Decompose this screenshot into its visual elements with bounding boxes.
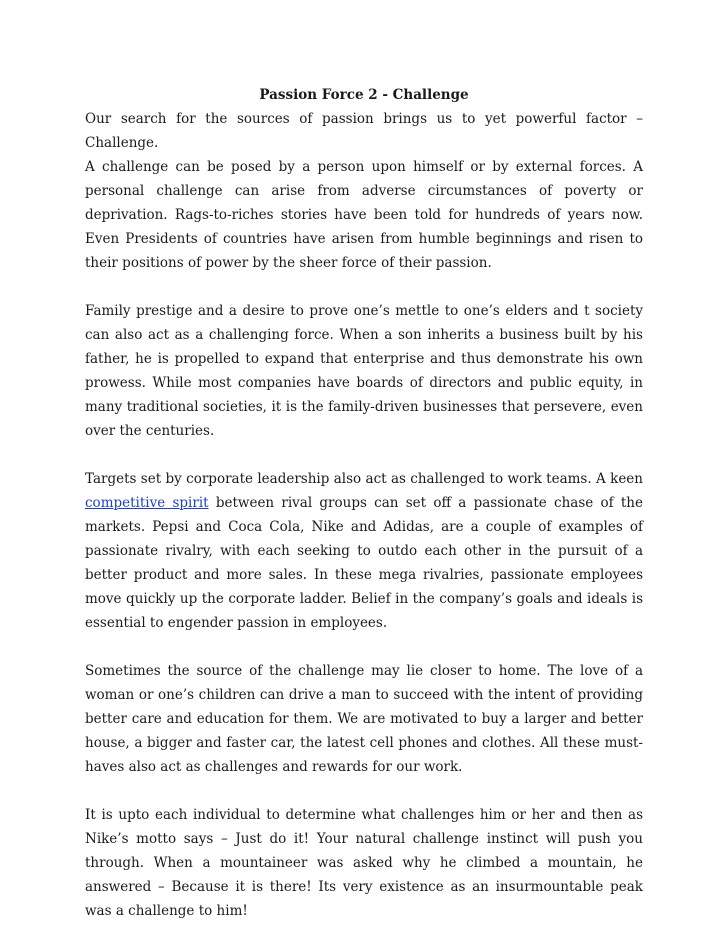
- document-title: Passion Force 2 - Challenge: [259, 87, 469, 103]
- paragraph-gap: [85, 443, 643, 467]
- competitive-spirit-link[interactable]: competitive spirit: [85, 495, 209, 511]
- intro-line: Our search for the sources of passion brings us to yet powerful factor – Challenge.: [85, 111, 643, 151]
- paragraph-3: [85, 467, 643, 635]
- paragraph-3-text-end: between rival groups can set off a passionate chase of the markets. Pepsi and Coca Cola, Nike and Adidas, are a couple of examples of passionate rivalry, with each seeking to outdo each other in the pursuit of a better product and more sales. In these mega rivalries, passionate employees move quickly up the corporate ladder. Belief in the company’s goals and ideals is essential to engender passion in employees.: [85, 495, 643, 631]
- paragraph-gap: [85, 779, 643, 803]
- paragraph-4: Sometimes the source of the challenge may lie closer to home. The love of a woman or one’s children can drive a man to succeed with the intent of providing better care and education for them. We are motivated to buy a larger and better house, a bigger and faster car, the latest cell phones and clothes. All these must-haves also act as challenges and rewards for our work.: [85, 663, 643, 775]
- paragraph-2: Family prestige and a desire to prove one’s mettle to one’s elders and t society can also act as a challenging force. When a son inherits a business built by his father, he is propelled to expand that enterprise and thus demonstrate his own prowess. While most companies have boards of directors and public equity, in many traditional societies, it is the family-driven businesses that persevere, even over the centuries.: [85, 303, 643, 439]
- paragraph-gap: [85, 275, 643, 299]
- paragraph-1: A challenge can be posed by a person upon himself or by external forces. A personal challenge can arise from adverse circumstances of poverty or deprivation. Rags-to-riches stories have been told for hundreds of years now. Even Presidents of countries have arisen from humble beginnings and risen to their positions of power by the sheer force of their passion.: [85, 159, 643, 271]
- paragraph-gap: [85, 635, 643, 659]
- paragraph-5: It is upto each individual to determine what challenges him or her and then as Nike’s motto says – Just do it! Your natural challenge instinct will push you through. When a mountaineer was asked why he climbed a mountain, he answered – Because it is there! Its very existence as an insurmountable peak was a challenge to him!: [85, 807, 643, 919]
- document-page: [85, 83, 643, 923]
- paragraph-3-text-start: Targets set by corporate leadership also act as challenged to work teams. A keen: [85, 471, 643, 487]
